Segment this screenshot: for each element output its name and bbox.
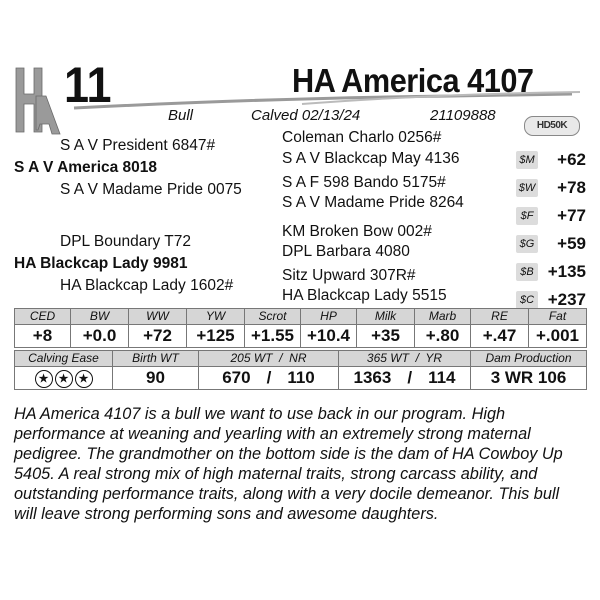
performance-value-row — [15, 367, 587, 390]
sex-label: Bull — [168, 107, 194, 124]
epd-value-row — [15, 325, 587, 348]
epd-header: Marb — [415, 309, 471, 325]
pedigree-dds: Sitz Upward 307R# — [282, 267, 416, 284]
epd-header: Milk — [357, 309, 415, 325]
epd-header: Scrot — [245, 309, 301, 325]
pedigree-dam-dam: HA Blackcap Lady 1602# — [60, 277, 234, 294]
ha-monogram-logo — [12, 66, 72, 136]
pedigree-sire-sire: S A V President 6847# — [60, 137, 216, 154]
performance-table — [14, 350, 587, 390]
birth-weight: 90 — [113, 367, 199, 390]
index-value: +62 — [557, 150, 586, 169]
index-label: $M — [516, 151, 538, 169]
index-label: $G — [516, 235, 538, 253]
epd-value: +8 — [15, 325, 71, 348]
epd-value: +.47 — [471, 325, 529, 348]
calving-ease-stars — [15, 367, 113, 390]
index-label: $B — [516, 263, 538, 281]
star-rating — [34, 367, 94, 389]
star-circle-icon: ★ — [75, 370, 93, 388]
epd-header: YW — [187, 309, 245, 325]
dam-production: 3 WR 106 — [471, 367, 587, 390]
index-row — [514, 146, 586, 174]
slash: / — [407, 368, 413, 387]
star-circle-icon: ★ — [35, 370, 53, 388]
index-value: +78 — [557, 178, 586, 197]
perf-header: Calving Ease — [15, 351, 113, 367]
animal-name: HA America 4107 — [292, 62, 534, 99]
index-value: +59 — [557, 234, 586, 253]
pedigree-dam-sire: DPL Boundary T72 — [60, 233, 191, 250]
epd-value: +.001 — [529, 325, 587, 348]
pedigree-sdd: S A V Madame Pride 8264 — [282, 194, 464, 211]
performance-header-row — [15, 351, 587, 367]
index-label: $W — [516, 179, 538, 197]
lot-description: HA America 4107 is a bull we want to use back in our program. High performance at weaning and yearling with an extremely strong maternal pedigree. The grandmother on the bottom side is the dam of HA Cowboy Up 5405. A real strong mix of high maternal traits, strong carcass ability, and outstanding performance traits, along with a very docile demeanor. This bull will leave strong performing sons and awesome daughters. — [14, 405, 563, 523]
pedigree-dss: KM Broken Bow 002# — [282, 223, 432, 240]
perf-header: 365 WT / YR — [339, 351, 471, 367]
index-label: $C — [516, 291, 538, 309]
slash: / — [266, 368, 272, 387]
epd-header: BW — [71, 309, 129, 325]
yearling-ratio: 114 — [428, 368, 456, 387]
index-value: +237 — [547, 290, 586, 309]
pedigree-ssd: S A V Blackcap May 4136 — [282, 150, 460, 167]
epd-header-row — [15, 309, 587, 325]
pedigree-dam: HA Blackcap Lady 9981 — [14, 255, 188, 272]
index-row — [514, 174, 586, 202]
dollar-index-list — [514, 146, 586, 314]
yearling-weight-cell — [339, 367, 471, 390]
epd-value: +35 — [357, 325, 415, 348]
epd-header: Fat — [529, 309, 587, 325]
perf-header: Dam Production — [471, 351, 587, 367]
perf-header: 205 WT / NR — [199, 351, 339, 367]
pedigree-sire-dam: S A V Madame Pride 0075 — [60, 181, 242, 198]
epd-value: +10.4 — [301, 325, 357, 348]
registration-number: 21109888 — [430, 107, 496, 124]
perf-header: Birth WT — [113, 351, 199, 367]
epd-value: +72 — [129, 325, 187, 348]
epd-value: +1.55 — [245, 325, 301, 348]
epd-header: HP — [301, 309, 357, 325]
weaning-weight-cell — [199, 367, 339, 390]
epd-header: RE — [471, 309, 529, 325]
index-row — [514, 202, 586, 230]
index-label: $F — [516, 207, 538, 225]
epd-header: CED — [15, 309, 71, 325]
epd-header: WW — [129, 309, 187, 325]
star-circle-icon: ★ — [55, 370, 73, 388]
weaning-weight: 670 — [222, 368, 251, 387]
index-value: +77 — [557, 206, 586, 225]
epd-table — [14, 308, 587, 348]
pedigree-dsd: DPL Barbara 4080 — [282, 243, 410, 260]
index-value: +135 — [547, 262, 586, 281]
calved-date: Calved 02/13/24 — [251, 107, 361, 124]
pedigree-sss: Coleman Charlo 0256# — [282, 129, 442, 146]
epd-value: +0.0 — [71, 325, 129, 348]
pedigree-sire: S A V America 8018 — [14, 159, 158, 176]
weaning-ratio: 110 — [287, 368, 315, 387]
hd50k-badge: HD50K — [524, 116, 580, 136]
epd-value: +.80 — [415, 325, 471, 348]
pedigree-ddd: HA Blackcap Lady 5515 — [282, 287, 447, 304]
index-row — [514, 258, 586, 286]
pedigree-sds: S A F 598 Bando 5175# — [282, 174, 446, 191]
lot-number: 11 — [64, 57, 112, 113]
index-row — [514, 230, 586, 258]
yearling-weight: 1363 — [353, 368, 392, 387]
epd-value: +125 — [187, 325, 245, 348]
